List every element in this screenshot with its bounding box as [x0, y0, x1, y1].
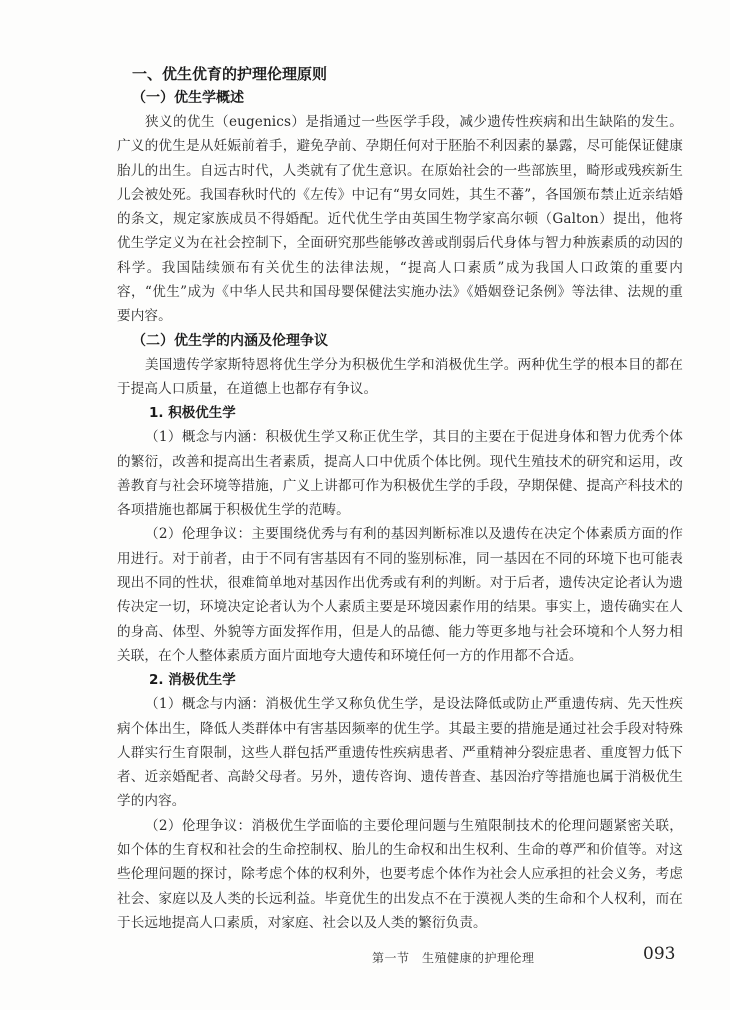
- paragraph-eugenics-overview: 狭义的优生（eugenics）是指通过一些医学手段，减少遗传性疾病和出生缺陷的发生。广义的优生是从妊娠前着手，避免孕前、孕期任何对于胚胎不利因素的暴露，尽可能保证健康胎儿的出生。自远古时代，人类就有了优生意识。在原始社会的一些部族里，畸形或残疾新生儿会被处死。我国春秋时代的《左传》中记有“男女同姓，其生不蕃”，各国颁布禁止近亲结婚的条文，规定家族成员不得婚配。近代优生学由英国生物学家高尔顿（Galton）提出，他将优生学定义为在社会控制下，全面研究那些能够改善或削弱后代身体与智力种族素质的动因的科学。我国陆续颁布有关优生的法律法规，“提高人口素质”成为我国人口政策的重要内容，“优生”成为《中华人民共和国母婴保健法实施办法》《婚姻登记条例》等法律、法规的重要内容。: [117, 114, 683, 325]
- item-heading-positive-eugenics: 1. 积极优生学: [149, 405, 236, 422]
- subsection-heading-connotation-ethics: （二）优生学的内涵及伦理争议: [132, 332, 328, 349]
- paragraph-positive-ethics: （2）伦理争议：主要围绕优秀与有利的基因判断标准以及遗传在决定个体素质方面的作用进行。对于前者，由于不同有害基因有不同的鉴别标准，同一基因在不同的环境下也可能表现出不同的性状，很难简单地对基因作出优秀或有利的判断。对于后者，遗传决定论者认为遗传决定一切，环境决定论者认为个人素质主要是环境因素作用的结果。事实上，遗传确实在人的身高、体型、外貌等方面发挥作用，但是人的品德、能力等更多地与社会环境和个人努力相关联，在个人整体素质方面片面地夸大遗传和环境任何一方的作用都不合适。: [117, 526, 683, 664]
- item-heading-negative-eugenics: 2. 消极优生学: [149, 672, 236, 689]
- paragraph-negative-ethics: （2）伦理争议：消极优生学面临的主要伦理问题与生殖限制技术的伦理问题紧密关联，如个体的生育权和社会的生命控制权、胎儿的生命权和出生权利、生命的尊严和价值等。对这些伦理问题的探讨，除考虑个体的权利外，也要考虑个体作为社会人应承担的社会义务，考虑社会、家庭以及人类的长远利益。毕竟优生的出发点不在于漠视人类的生命和个人权利，而在于长远地提高人口素质，对家庭、社会以及人类的繁衍负责。: [117, 817, 683, 931]
- page-number: 093: [643, 944, 676, 964]
- page-body: [117, 62, 683, 935]
- paragraph-negative-concept: （1）概念与内涵：消极优生学又称负优生学，是设法降低或防止严重遗传病、先天性疾病个体出生，降低人类群体中有害基因频率的优生学。其最主要的措施是通过社会手段对特殊人群实行生育限制，这些人群包括严重遗传性疾病患者、严重精神分裂症患者、重度智力低下者、近亲婚配者、高龄父母者。另外，遗传咨询、遗传普查、基因治疗等措施也属于消极优生学的内容。: [117, 696, 683, 810]
- subsection-heading-eugenics-overview: （一）优生学概述: [132, 90, 244, 106]
- paragraph-positive-concept: （1）概念与内涵：积极优生学又称正优生学，其目的主要在于促进身体和智力优秀个体的繁衍，改善和提高出生者素质，提高人口中优质个体比例。现代生殖技术的研究和运用，改善教育与社会环境等措施，广义上讲都可作为积极优生学的手段，孕期保健、提高产科技术的各项措施也都属于积极优生学的范畴。: [117, 429, 683, 519]
- paragraph-stern-intro: 美国遗传学家斯特恩将优生学分为积极优生学和消极优生学。两种优生学的根本目的都在于提高人口质量，在道德上也都存有争议。: [117, 356, 683, 397]
- running-footer-title: 第一节 生殖健康的护理伦理: [372, 951, 535, 965]
- section-title: 一、优生优育的护理伦理原则: [132, 65, 328, 83]
